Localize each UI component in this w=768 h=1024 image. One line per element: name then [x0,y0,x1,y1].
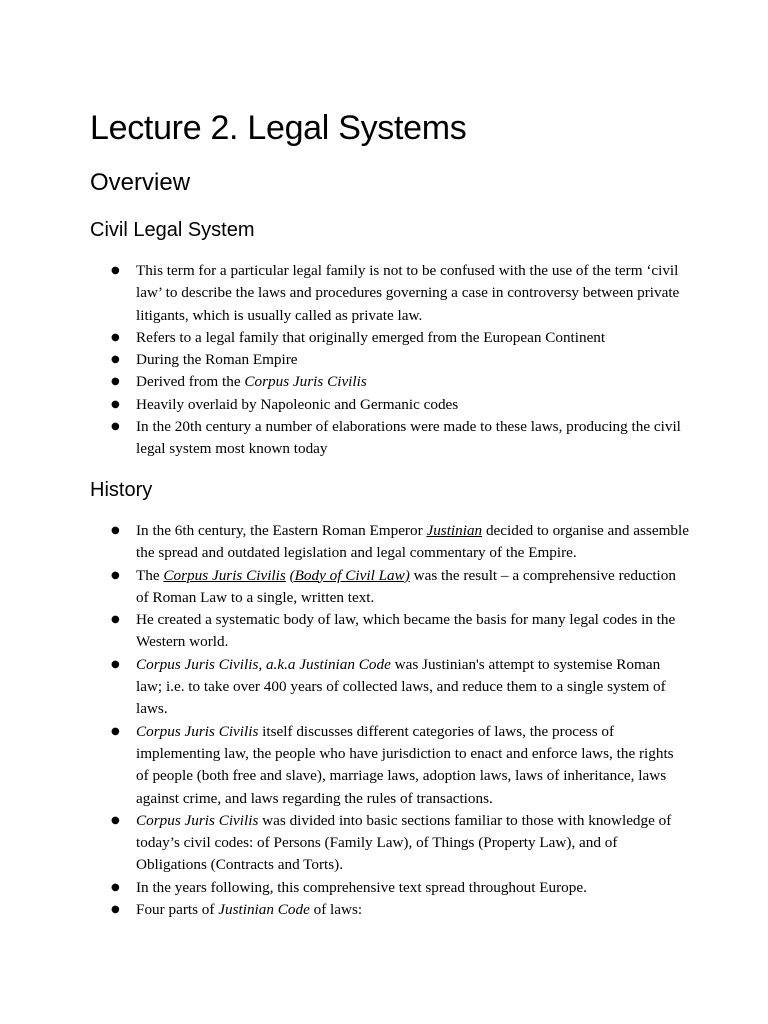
list-item: ● He created a systematic body of law, which became the basis for many legal codes in the Western world. [90,609,690,654]
justinian-link[interactable]: Justinian [426,522,483,539]
list-item: ● Corpus Juris Civilis, a.k.a Justinian Code was Justinian's attempt to systemise Roman law; i.e. to take over 400 years of collected laws, and reduce them to a single system of laws. [90,654,690,721]
history-list [90,520,690,921]
list-item: ● Derived from the Corpus Juris Civilis [90,371,690,393]
list-item: ● Heavily overlaid by Napoleonic and Germanic codes [90,394,690,416]
list-item: ● The Corpus Juris Civilis (Body of Civil Law) was the result – a comprehensive reduction of Roman Law to a single, written text. [90,565,690,610]
history-heading: History [90,479,153,501]
civil-legal-system-heading: Civil Legal System [90,219,255,241]
list-item: ● Refers to a legal family that originally emerged from the European Continent [90,327,690,349]
corpus-juris-civilis-link[interactable]: Corpus Juris Civilis [163,566,286,584]
list-item: ● In the 6th century, the Eastern Roman Emperor Justinian decided to organise and assemble the spread and outdated legislation and legal commentary of the Empire. [90,520,690,565]
list-item: ● Corpus Juris Civilis itself discusses different categories of laws, the process of implementing law, the people who have jurisdiction to enact and enforce laws, the rights of people (both free and slave), marriage laws, adoption laws, laws of inheritance, laws against crime, and laws regarding the rules of transactions. [90,721,690,810]
body-of-civil-law-link[interactable]: (Body of Civil Law) [289,566,410,584]
page-title: Lecture 2. Legal Systems [90,109,467,147]
overview-heading: Overview [90,169,191,196]
list-item: ● During the Roman Empire [90,349,690,371]
list-item: ● In the years following, this comprehensive text spread throughout Europe. [90,877,690,899]
list-item: ● In the 20th century a number of elaborations were made to these laws, producing the civil legal system most known today [90,416,690,461]
list-item: ● Corpus Juris Civilis was divided into basic sections familiar to those with knowledge of today’s civil codes: of Persons (Family Law), of Things (Property Law), and of Obligations (Contracts and Torts). [90,810,690,877]
list-item: ● This term for a particular legal family is not to be confused with the use of the term ‘civil law’ to describe the laws and procedures governing a case in controversy between private litigants, which is usually called as private law. [90,260,690,327]
civil-legal-system-list [90,260,690,461]
list-item: ● Four parts of Justinian Code of laws: [90,899,690,921]
